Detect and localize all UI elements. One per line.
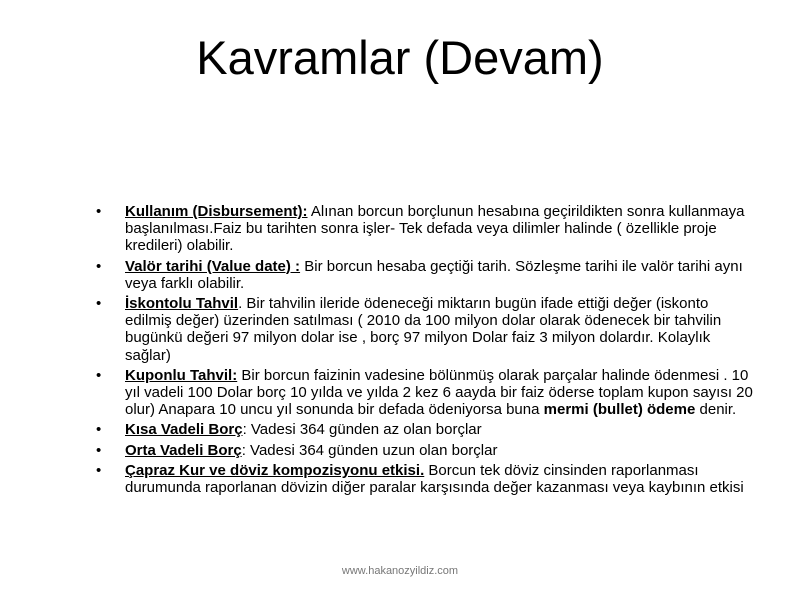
definition-text: Bir borcun hesaba geçtiği tarih. Sözleşme tarihi ile valör tarihi aynı veya farklı olabilir. — [125, 257, 743, 292]
emphasis-text: mermi (bullet) ödeme — [543, 401, 696, 419]
definition-text-after: denir. — [695, 401, 737, 419]
definition-text: Bir borcun faizinin vadesine bölünmüş olarak parçalar halinde ödenmesi . 10 yıl vadeli 100 Dolar borç 10 yılda ve yılda 2 kez 6 aayda bir faiz öderse toplam kupon sayısı 20 olur) Anapara 10 uncu yıl sonunda bir defada ödeniyorsa buna — [125, 366, 753, 419]
slide-title: Kavramlar (Devam) — [196, 31, 604, 84]
term-label: Kuponlu Tahvil: — [125, 366, 238, 384]
term-label: Kısa Vadeli Borç — [125, 421, 243, 439]
bullet-icon: • — [96, 441, 102, 459]
bullet-item-discount-bond — [96, 295, 756, 364]
definition-text: : Vadesi 364 günden az olan borçlar — [242, 421, 482, 439]
bullet-icon: • — [96, 295, 102, 313]
bullet-item-value-date — [96, 258, 756, 292]
bullet-item-disbursement — [96, 203, 756, 255]
bullet-icon: • — [96, 366, 102, 384]
bullet-list — [96, 203, 756, 499]
bullet-icon: • — [96, 461, 102, 479]
term-label: İskontolu Tahvil — [125, 295, 239, 313]
definition-text: Alınan borcun borçlunun hesabına geçirildikten sonra kullanmaya başlanılması.Faiz bu tarihten sonra işler- Tek defada veya dilimler halinde ( özellikle proje kredileri) olabilir. — [125, 203, 745, 255]
definition-text: : Vadesi 364 günden uzun olan borçlar — [241, 441, 498, 459]
bullet-item-coupon-bond — [96, 367, 756, 419]
term-label: Çapraz Kur ve döviz kompozisyonu etkisi. — [125, 461, 425, 479]
bullet-icon: • — [96, 421, 102, 439]
bullet-item-cross-currency — [96, 462, 756, 496]
definition-text: Borcun tek döviz cinsinden raporlanması durumunda raporlanan dövizin diğer paralar karşısında değer kazanması veya kaybının etkisi — [125, 461, 744, 497]
definition-text: . Bir tahvilin ileride ödeneceği miktarın bugün ifade ettiği değer (iskonto edilmiş değer) üzerinden satılması ( 2010 da 100 milyon dolar olarak ödenecek bir tahvilin bugünkü değeri 97 milyon dolar ise , borç 97 milyon Dolar faiz 3 milyon dolardır. Kolaylık sağlar) — [125, 295, 722, 364]
bullet-icon: • — [96, 203, 102, 220]
bullet-item-short-term-debt — [96, 421, 756, 438]
bullet-item-medium-term-debt — [96, 442, 756, 459]
term-label: Valör tarihi (Value date) : — [125, 257, 301, 275]
bullet-icon: • — [96, 257, 102, 275]
term-label: Kullanım (Disbursement): — [125, 203, 308, 220]
footer-url: www.hakanozyildiz.com — [341, 565, 459, 577]
term-label: Orta Vadeli Borç — [125, 441, 242, 459]
